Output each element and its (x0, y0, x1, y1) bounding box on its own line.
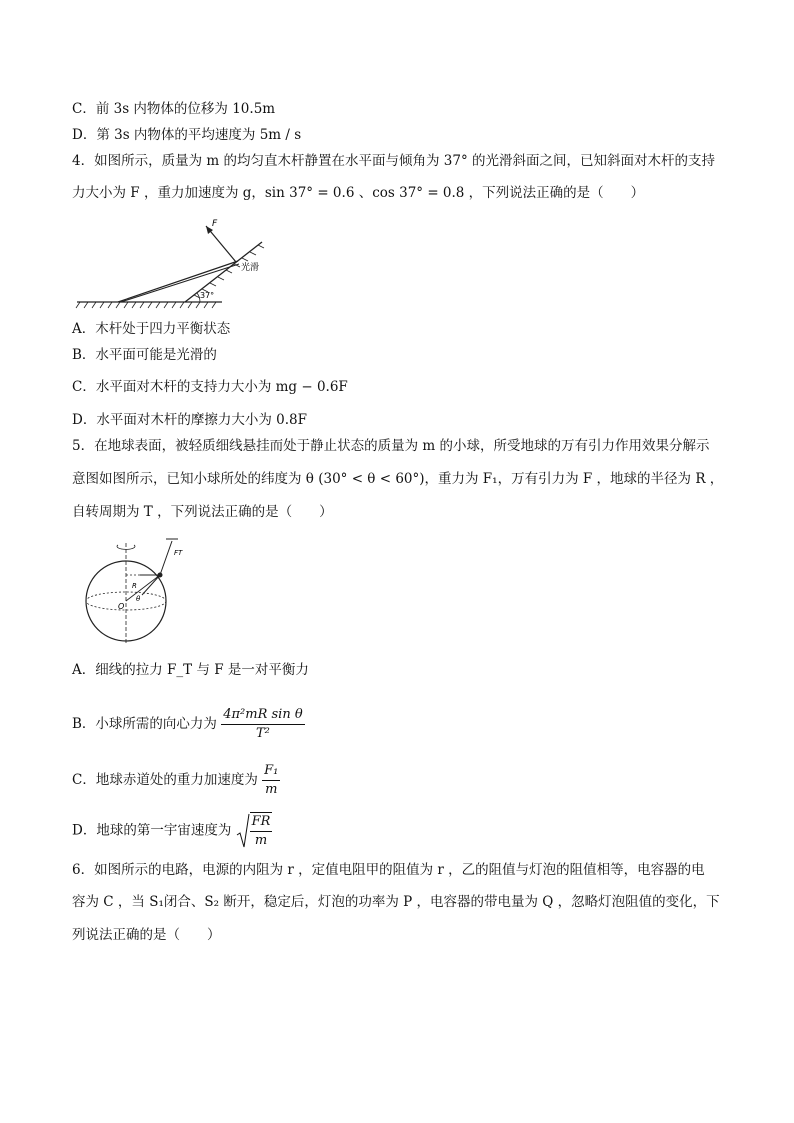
q4-option-d: D．水平面对木杆的摩擦力大小为 0.8F (72, 412, 307, 428)
q4-stem-line2: 力大小为 F ，重力加速度为 g，sin 37° = 0.6 、cos 37° = 0.8 ，下列说法正确的是（ ） (72, 185, 645, 201)
radical-sign-icon (236, 813, 250, 849)
q5-option-d-numerator: FR (250, 813, 273, 832)
q5-option-d-sqrt (236, 812, 273, 850)
q5-label-theta: θ (136, 595, 141, 603)
q5-stem-line3: 自转周期为 T ，下列说法正确的是（ ） (72, 504, 333, 520)
q5-figure (80, 533, 190, 648)
q5-option-b-numerator: 4π²mR sin θ (221, 706, 304, 725)
q5-option-b-text: B．小球所需的向心力为 (72, 716, 217, 732)
q4-label-f: F (212, 219, 218, 229)
q4-option-a: A．木杆处于四力平衡状态 (72, 321, 231, 337)
q4-rod (118, 261, 238, 302)
q5-option-b-fraction (221, 706, 304, 743)
q4-option-b: B．水平面可能是光滑的 (72, 347, 217, 363)
q5-stem-line2: 意图如图所示，已知小球所处的纬度为 θ (30° < θ < 60°)，重力为 F₁，万有引力为 F ，地球的半径为 R ， (72, 471, 724, 487)
q5-option-b-denominator: T² (255, 726, 270, 741)
q6-stem-line2: 容为 C ，当 S₁闭合、S₂ 断开，稳定后，灯泡的功率为 P ，电容器的带电量为 Q ，忽略灯泡阻值的变化，下 (72, 894, 720, 910)
q5-label-ft: FT (174, 549, 183, 557)
q4-label-angle: 37° (200, 291, 215, 300)
q5-option-a: A．细线的拉力 F_T 与 F 是一对平衡力 (72, 662, 309, 678)
q5-option-d-text: D．地球的第一宇宙速度为 (72, 822, 232, 839)
q5-string (160, 541, 172, 575)
q4-stem-line1: 4．如图所示，质量为 m 的均匀直木杆静置在水平面与倾角为 37° 的光滑斜面之间，已知斜面对木杆的支持 (72, 153, 715, 169)
q5-option-c (72, 762, 280, 799)
q5-option-c-text: C．地球赤道处的重力加速度为 (72, 772, 258, 788)
q4-label-smooth: 光滑 (241, 263, 260, 273)
q4-ground-hatch (76, 302, 216, 308)
q5-option-c-numerator: F₁ (262, 762, 280, 781)
q3-option-d: D．第 3s 内物体的平均速度为 5m / s (72, 127, 302, 143)
q4-option-c: C．水平面对木杆的支持力大小为 mg − 0.6F (72, 379, 348, 395)
q4-figure (72, 210, 292, 315)
q5-option-c-fraction (262, 762, 280, 799)
q5-option-d-fraction (250, 812, 273, 850)
q6-stem-line3: 列说法正确的是（ ） (72, 927, 221, 943)
q5-label-o: O (118, 602, 125, 611)
q5-option-c-denominator: m (265, 782, 278, 797)
q6-stem-line1: 6．如图所示的电路，电源的内阻为 r ，定值电阻甲的阻值为 r ，乙的阻值与灯泡的阻值相等，电容器的电 (72, 862, 705, 878)
q5-stem-line1: 5．在地球表面，被轻质细线悬挂而处于静止状态的质量为 m 的小球，所受地球的万有引力作用效果分解示 (72, 438, 710, 454)
q5-label-r: R (132, 582, 137, 590)
q5-option-d-denominator: m (254, 833, 268, 848)
q5-option-b (72, 706, 305, 743)
q3-option-c: C．前 3s 内物体的位移为 10.5m (72, 101, 276, 117)
q5-option-d (72, 812, 272, 850)
